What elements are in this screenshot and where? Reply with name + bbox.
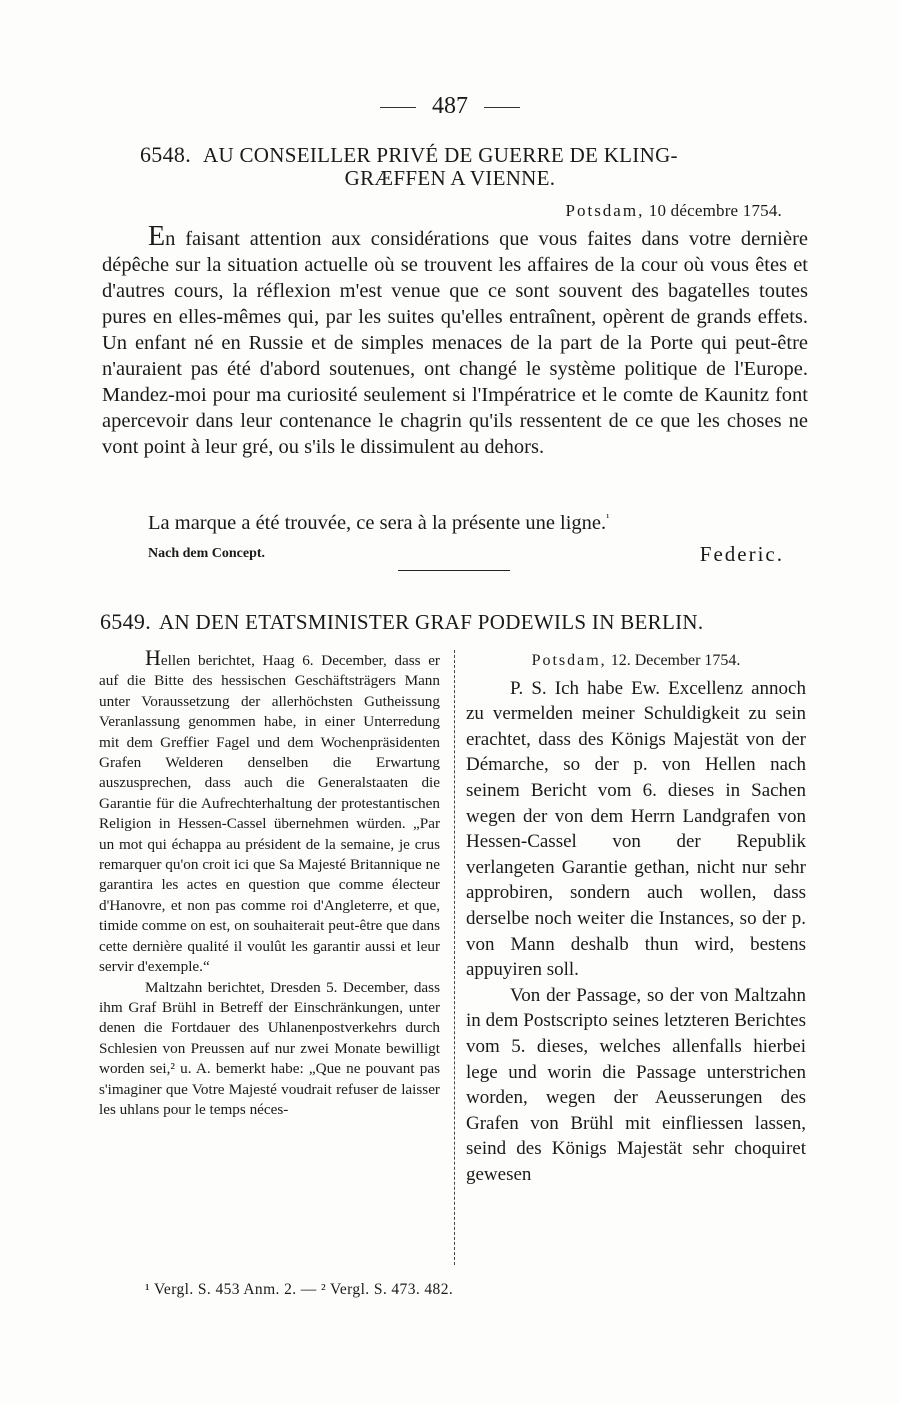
letter1-heading-text1: AU CONSEILLER PRIVÉ DE GUERRE DE KLING- xyxy=(203,143,678,167)
letter1-closing-note: ¹ xyxy=(606,512,610,525)
letter1-initial: E xyxy=(148,221,166,252)
letter2-heading xyxy=(100,609,800,635)
letter1-date-place: Potsdam, xyxy=(565,201,645,220)
letter2-date-place: Potsdam, xyxy=(531,652,607,669)
letter2-dateline xyxy=(466,648,806,674)
letter2-summary-para1-text: ellen berichtet, Haag 6. December, dass er auf die Bitte des hessischen Geschäftsträgers Mann unter Voraussetzung der allerhöchsten Gutheissung Veranlassung genommen habe, in einer Unterredung mit dem Greffier Fagel und dem Wochenpräsidenten Grafen Welderen denselben die Erwartung auszusprechen, dass auch die Generalstaaten die Garantie für die Aufrechterhaltung der protestantischen Religion in Hessen-Cassel übernehmen würden. „Par un mot qui échappa au président de la semaine, je crus remarquer qu'on croit ici que Sa Majesté Britannique ne garantira les actes en question que comme électeur d'Hanovre, et non pas comme roi d'Angleterre, et que, timide comme on est, on souhaiterait peut-être que dans cette dernière qualité il voulût les garantir aussi et leur servir d'exemple.“ xyxy=(99,652,440,976)
letter2-heading-text: AN DEN ETATSMINISTER GRAF PODEWILS IN BERLIN. xyxy=(159,610,704,634)
letter2-text-para2: Von der Passage, so der von Maltzahn in dem Postscripto seines letzteren Berichtes vom 5. dieses, welches allenfalls hierbei lege und worin die Passage unterstrichen worden, wegen der Aeusserungen des Grafen von Brühl mit einfliessen lassen, seind des Königs Majestät sehr choquiret gewesen xyxy=(466,984,806,1185)
letter2-left-initial: H xyxy=(145,645,161,670)
section-divider xyxy=(398,570,510,571)
letter1-closing-text: La marque a été trouvée, ce sera à la présente une ligne. xyxy=(148,512,607,534)
letter1-signature: Federic. xyxy=(699,542,784,566)
letter1-dateline xyxy=(566,201,782,221)
letter1-closing xyxy=(148,512,609,535)
letter2-summary-para2: Maltzahn berichtet, Dresden 5. December, dass ihm Graf Brühl in Betreff der Einschränkungen, unter denen die Fortdauer des Uhlanenpostverkehrs durch Schlesien von Preussen auf nur zwei Monate bewilligt worden sei,² u. A. bemerkt habe: „Que ne pouvant pas s'imaginer que Votre Majesté voudrait refuser de laisser les uhlans pour le temps néces- xyxy=(99,978,440,1118)
letter2-number: 6549. xyxy=(100,609,151,634)
letter2-text-para1: P. S. Ich habe Ew. Excellenz annoch zu vermelden meiner Schuldigkeit zu sein erachtet, dass des Königs Majestät von der Démarche, so der p. von Hellen nach seinem Bericht vom 6. dieses in Sachen wegen der von dem Herrn Landgrafen von Hessen-Cassel von der Republik verlangeten Garantie gethan, nicht nur sehr approbiren, sondern auch wollen, dass derselbe noch weiter die Instances, so der p. von Mann deshalb thun wird, bestens appuyiren soll. xyxy=(466,677,806,981)
letter1-body-text: n faisant attention aux considérations que vous faites dans votre dernière dépêche sur la situation actuelle où se trouvent les affaires de la cour où vous êtes et d'autres cours, la réflexion m'est venue que ce sont souvent des bagatelles toutes pures en elles-mêmes qui, par les suites qu'elles entraînent, opèrent de grands effets. Un enfant né en Russie et de simples menaces de la part de la Porte qui peut-être n'auraient pas été d'abord soutenues, ont changé le système politique de l'Europe. Mandez-moi pour ma curiosité seulement si l'Impératrice et le comte de Kaunitz font apercevoir dans leur contenance le chagrin qu'ils ressentent de ce que les choses ne vont point à leur gré, ou s'ils le dissimulent au dehors. xyxy=(102,228,808,458)
letter1-heading-line2: GRÆFFEN A VIENNE. xyxy=(344,166,556,190)
letter1-number: 6548. xyxy=(140,142,191,167)
page-number-dash-left xyxy=(380,107,416,108)
letter1-body xyxy=(102,221,808,460)
letter1-paragraph xyxy=(102,221,808,460)
letter1-heading-line1 xyxy=(100,142,840,168)
letter1-date: 10 décembre 1754. xyxy=(648,201,782,220)
letter2-summary-para1 xyxy=(99,645,440,978)
page-number-text: 487 xyxy=(432,93,468,119)
letter2-date: 12. December 1754. xyxy=(610,652,741,669)
letter1-source: Nach dem Concept. xyxy=(148,546,266,561)
letter2-text-column xyxy=(466,648,806,1187)
footnotes: ¹ Vergl. S. 453 Anm. 2. — ² Vergl. S. 473. 482. xyxy=(145,1281,454,1298)
page-number-dash-right xyxy=(484,107,520,108)
column-divider xyxy=(454,650,455,1265)
letter2-summary-column xyxy=(99,645,440,1120)
page-number xyxy=(0,93,900,120)
